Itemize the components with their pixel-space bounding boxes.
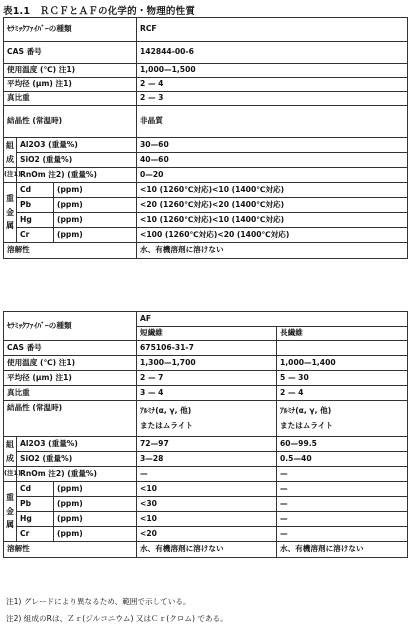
crystal-long-line1: ｱﾙﾐﾅ(α, γ, 他) — [280, 406, 332, 416]
table-row — [4, 497, 408, 512]
sio2-label: SiO2 (重量%) — [17, 452, 137, 467]
density-label: 真比重 — [4, 386, 137, 401]
al2o3-value: 30—60 — [137, 138, 408, 153]
crystal-short-line2: またはムライト — [140, 420, 193, 430]
cr-unit: (ppm) — [54, 527, 137, 542]
table-row — [4, 42, 408, 64]
pb-value: <20 (1260℃対応)<20 (1400℃対応) — [137, 198, 408, 213]
sio2-label: SiO2 (重量%) — [17, 153, 137, 168]
heavy-metal-group-label — [4, 482, 17, 542]
crystal-label: 結晶性 (常温時) — [4, 401, 137, 437]
al2o3-label: Al2O3 (重量%) — [17, 138, 137, 153]
table-row — [4, 341, 408, 356]
pb-label: Pb — [17, 497, 54, 512]
crystal-short-line1: ｱﾙﾐﾅ(α, γ, 他) — [140, 406, 192, 416]
rnom-value: 0—20 — [137, 168, 408, 183]
rnom-label: RnOm 注2) (重量%) — [17, 168, 137, 183]
solubility-label: 溶解性 — [4, 243, 137, 259]
cd-label: Cd — [17, 482, 54, 497]
solubility-short-value: 水、有機溶剤に溶けない — [137, 542, 277, 558]
cas-value: 142844-00-6 — [137, 42, 408, 64]
pb-unit: (ppm) — [54, 198, 137, 213]
cr-short-value: <20 — [137, 527, 277, 542]
fiber-type-label: ｾﾗﾐｯｸﾌｧｲﾊﾞｰの種類 — [4, 18, 137, 42]
cd-short-value: <10 — [137, 482, 277, 497]
heavy-metal-group-label — [4, 183, 17, 243]
hg-label: Hg — [17, 213, 54, 228]
table-row — [4, 92, 408, 106]
solubility-label: 溶解性 — [4, 542, 137, 558]
table-row — [4, 183, 408, 198]
sio2-value: 40—60 — [137, 153, 408, 168]
rnom-label: RnOm 注2) (重量%) — [17, 467, 137, 482]
table-row — [4, 512, 408, 527]
density-label: 真比重 — [4, 92, 137, 106]
group-char: 成 — [6, 154, 14, 164]
hg-long-value: — — [277, 512, 408, 527]
crystal-value: 非晶質 — [137, 106, 408, 138]
group-char: 属 — [6, 221, 14, 231]
table-row — [4, 542, 408, 558]
hg-value: <10 (1260℃対応)<10 (1400℃対応) — [137, 213, 408, 228]
table-row — [4, 437, 408, 452]
pb-long-value: — — [277, 497, 408, 512]
cas-short-value: 675106-31-7 — [137, 341, 277, 356]
table-row — [4, 228, 408, 243]
crystal-label: 結晶性 (常温時) — [4, 106, 137, 138]
cr-long-value: — — [277, 527, 408, 542]
footnote-2: 注2) 組成のRは、Ｚｒ(ジルコニウム) 又はＣｒ(クロム) である。 — [6, 614, 228, 623]
cd-unit: (ppm) — [54, 183, 137, 198]
table-row — [4, 213, 408, 228]
table-row — [4, 386, 408, 401]
diameter-short-value: 2 — 7 — [137, 371, 277, 386]
cr-value: <100 (1260℃対応)<20 (1400℃対応) — [137, 228, 408, 243]
sio2-long-value: 0.5—40 — [277, 452, 408, 467]
af-properties-table — [3, 311, 408, 558]
table-title: 表1.1 ＲＣＦとＡＦの化学的・物理的性質 — [3, 6, 196, 17]
group-char: 組 — [6, 439, 14, 449]
diameter-long-value: 5 — 30 — [277, 371, 408, 386]
table-row — [4, 527, 408, 542]
table-row — [4, 452, 408, 467]
hg-label: Hg — [17, 512, 54, 527]
composition-note: (注1) — [4, 467, 17, 482]
cd-label: Cd — [17, 183, 54, 198]
short-fiber-header: 短繊維 — [137, 327, 277, 341]
al2o3-short-value: 72—97 — [137, 437, 277, 452]
cas-label: CAS 番号 — [4, 42, 137, 64]
group-char: 金 — [6, 207, 14, 217]
solubility-value: 水、有機溶剤に溶けない — [137, 243, 408, 259]
temp-label: 使用温度 (℃) 注1) — [4, 356, 137, 371]
table-row — [4, 106, 408, 138]
table-row — [4, 18, 408, 42]
group-char: 重 — [6, 194, 14, 204]
rnom-long-value: — — [277, 467, 408, 482]
hg-unit: (ppm) — [54, 512, 137, 527]
crystal-long-line2: またはムライト — [280, 420, 333, 430]
table-row — [4, 401, 408, 437]
fiber-type-value: AF — [137, 312, 408, 327]
cas-label: CAS 番号 — [4, 341, 137, 356]
al2o3-long-value: 60—99.5 — [277, 437, 408, 452]
composition-group-label — [4, 138, 17, 168]
fiber-type-label: ｾﾗﾐｯｸﾌｧｲﾊﾞｰの種類 — [4, 312, 137, 341]
cr-label: Cr — [17, 527, 54, 542]
density-short-value: 3 — 4 — [137, 386, 277, 401]
pb-unit: (ppm) — [54, 497, 137, 512]
table-row — [4, 78, 408, 92]
table-row — [4, 356, 408, 371]
diameter-value: 2 — 4 — [137, 78, 408, 92]
table-row — [4, 467, 408, 482]
temp-value: 1,000—1,500 — [137, 64, 408, 78]
table-row — [4, 198, 408, 213]
sio2-short-value: 3—28 — [137, 452, 277, 467]
long-fiber-header: 長繊維 — [277, 327, 408, 341]
table-row — [4, 138, 408, 153]
crystal-short-value — [137, 401, 277, 437]
fiber-type-value: RCF — [137, 18, 408, 42]
table-row — [4, 64, 408, 78]
temp-long-value: 1,000—1,400 — [277, 356, 408, 371]
table-row — [4, 482, 408, 497]
group-char: 重 — [6, 493, 14, 503]
table-row — [4, 153, 408, 168]
group-char: 組 — [6, 140, 14, 150]
al2o3-label: Al2O3 (重量%) — [17, 437, 137, 452]
hg-short-value: <10 — [137, 512, 277, 527]
temp-label: 使用温度 (℃) 注1) — [4, 64, 137, 78]
cd-value: <10 (1260℃対応)<10 (1400℃対応) — [137, 183, 408, 198]
table-row — [4, 371, 408, 386]
crystal-long-value — [277, 401, 408, 437]
group-char: 金 — [6, 506, 14, 516]
group-char: 成 — [6, 453, 14, 463]
table-row — [4, 168, 408, 183]
density-value: 2 — 3 — [137, 92, 408, 106]
group-char: 属 — [6, 520, 14, 530]
cr-unit: (ppm) — [54, 228, 137, 243]
composition-group-label — [4, 437, 17, 467]
hg-unit: (ppm) — [54, 213, 137, 228]
cd-long-value: — — [277, 482, 408, 497]
rcf-properties-table — [3, 17, 408, 259]
diameter-label: 平均径 (μm) 注1) — [4, 78, 137, 92]
diameter-label: 平均径 (μm) 注1) — [4, 371, 137, 386]
pb-short-value: <30 — [137, 497, 277, 512]
cas-long-value — [277, 341, 408, 356]
cr-label: Cr — [17, 228, 54, 243]
table-row — [4, 243, 408, 259]
temp-short-value: 1,300—1,700 — [137, 356, 277, 371]
solubility-long-value: 水、有機溶剤に溶けない — [277, 542, 408, 558]
pb-label: Pb — [17, 198, 54, 213]
cd-unit: (ppm) — [54, 482, 137, 497]
footnote-1: 注1) グレードにより異なるため、範囲で示している。 — [6, 597, 191, 606]
composition-note: (注1) — [4, 168, 17, 183]
density-long-value: 2 — 4 — [277, 386, 408, 401]
table-row — [4, 312, 408, 327]
rnom-short-value: — — [137, 467, 277, 482]
